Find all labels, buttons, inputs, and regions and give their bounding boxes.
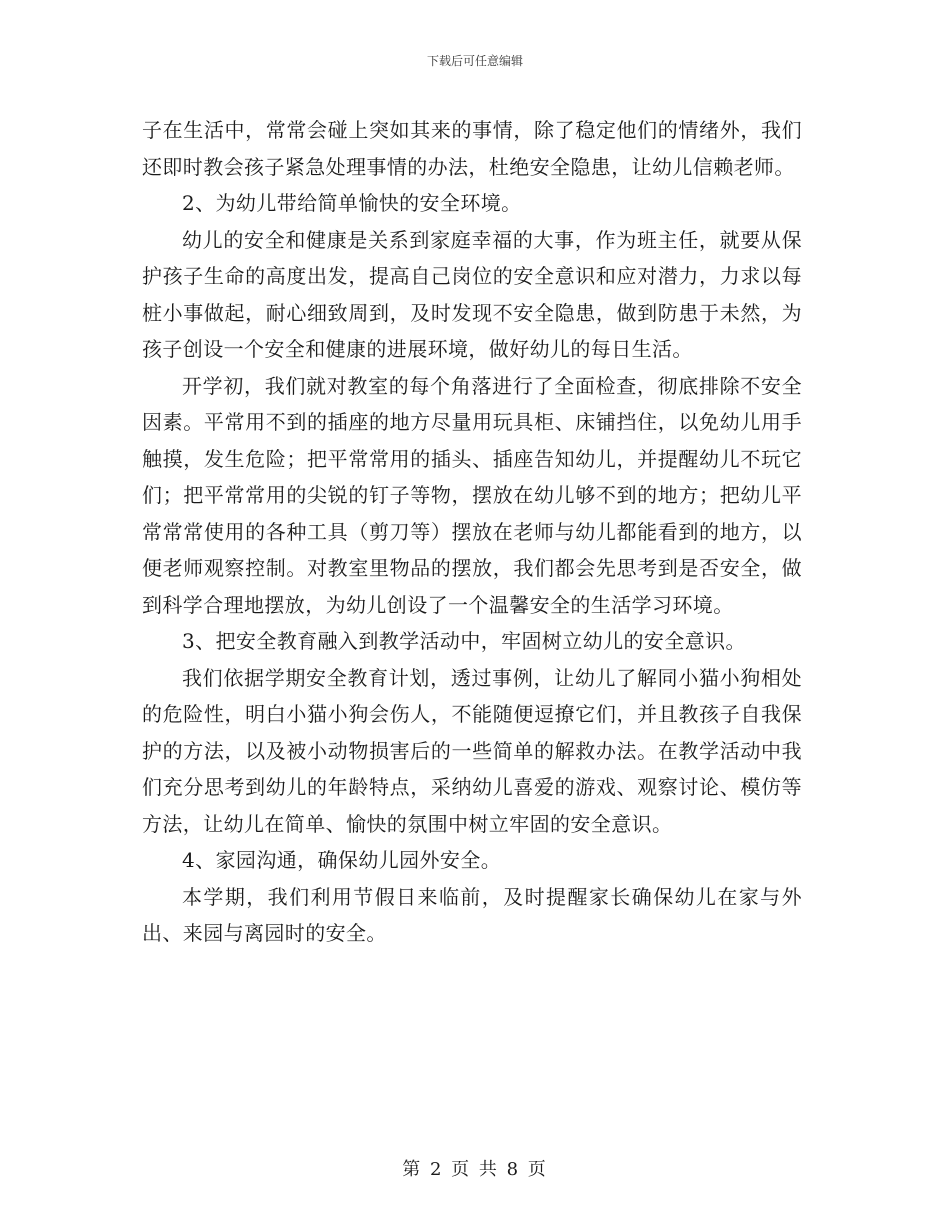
paragraph-continuation: 子在生活中，常常会碰上突如其来的事情，除了稳定他们的情绪外，我们还即时教会孩子紧急处理事情的办法，杜绝安全隐患，让幼儿信赖老师。 bbox=[142, 118, 802, 179]
section-heading-3: 3、把安全教育融入到教学活动中，牢固树立幼儿的安全意识。 bbox=[182, 629, 746, 653]
document-body bbox=[142, 112, 802, 952]
paragraph: 开学初，我们就对教室的每个角落进行了全面检查，彻底排除不安全因素。平常用不到的插座的地方尽量用玩具柜、床铺挡住，以免幼儿用手触摸，发生危险；把平常常用的插头、插座告知幼儿，并提醒幼儿不玩它们；把平常常用的尖锐的钉子等物，摆放在幼儿够不到的地方；把幼儿平常常常使用的各种工具（剪刀等）摆放在老师与幼儿都能看到的地方，以便老师观察控制。对教室里物品的摆放，我们都会先思考到是否安全，做到科学合理地摆放，为幼儿创设了一个温馨安全的生活学习环境。 bbox=[142, 373, 802, 617]
page-header: 下载后可任意编辑 bbox=[426, 54, 523, 68]
paragraph: 我们依据学期安全教育计划，透过事例，让幼儿了解同小猫小狗相处的危险性，明白小猫小狗会伤人，不能随便逗撩它们，并且教孩子自我保护的方法，以及被小动物损害后的一些简单的解救办法。在教学活动中我们充分思考到幼儿的年龄特点，采纳幼儿喜爱的游戏、观察讨论、模仿等方法，让幼儿在简单、愉快的氛围中树立牢固的安全意识。 bbox=[142, 665, 802, 836]
paragraph: 幼儿的安全和健康是关系到家庭幸福的大事，作为班主任，就要从保护孩子生命的高度出发，提高自己岗位的安全意识和应对潜力，力求以每桩小事做起，耐心细致周到，及时发现不安全隐患，做到防患于未然，为孩子创设一个安全和健康的进展环境，做好幼儿的每日生活。 bbox=[142, 227, 802, 361]
page-number-footer: 第 2 页 共 8 页 bbox=[402, 1159, 548, 1180]
paragraph: 本学期，我们利用节假日来临前，及时提醒家长确保幼儿在家与外出、来园与离园时的安全。 bbox=[142, 884, 802, 945]
section-heading-4: 4、家园沟通，确保幼儿园外安全。 bbox=[182, 848, 502, 872]
section-heading-2: 2、为幼儿带给简单愉快的安全环境。 bbox=[182, 191, 522, 215]
